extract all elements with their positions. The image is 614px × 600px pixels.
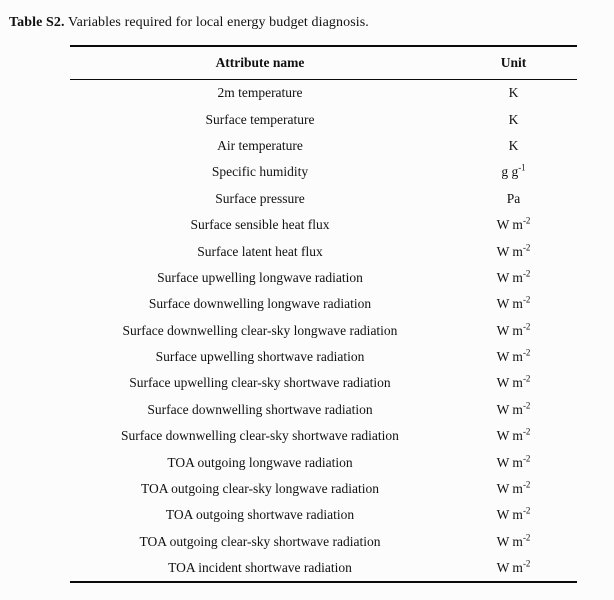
- unit-exponent: -2: [522, 505, 531, 516]
- unit-base: W m: [496, 217, 523, 233]
- table-body: [70, 80, 577, 581]
- attribute-name-cell: Surface downwelling shortwave radiation: [147, 401, 373, 417]
- unit-exponent: -2: [522, 215, 531, 226]
- unit-base: K: [508, 111, 519, 127]
- unit-exponent: -2: [522, 479, 531, 490]
- table-row: [70, 318, 577, 344]
- unit-cell: [450, 375, 577, 391]
- table-row: [70, 344, 577, 370]
- unit-exponent: -1: [518, 162, 526, 173]
- attribute-name-cell: 2m temperature: [217, 85, 303, 101]
- unit-cell: [450, 138, 577, 154]
- attribute-name-cell: TOA incident shortwave radiation: [168, 560, 352, 576]
- attribute-name-cell: Specific humidity: [211, 164, 309, 180]
- attribute-name-cell: Surface upwelling shortwave radiation: [155, 349, 365, 365]
- table-row: [70, 186, 577, 212]
- table-caption-label: Table S2.: [9, 15, 65, 30]
- unit-base: W m: [496, 375, 523, 391]
- unit-base: g g: [501, 164, 519, 180]
- unit-cell: [450, 534, 577, 550]
- unit-base: K: [508, 137, 519, 153]
- unit-base: W m: [496, 269, 523, 285]
- unit-base: W m: [496, 349, 523, 365]
- unit-base: K: [508, 85, 519, 101]
- unit-exponent: -2: [522, 400, 531, 411]
- attribute-name-cell: TOA outgoing longwave radiation: [167, 454, 353, 470]
- table-header-row: [70, 47, 577, 80]
- table-row: [70, 423, 577, 449]
- unit-cell: [450, 217, 577, 233]
- unit-cell: [450, 85, 577, 101]
- unit-cell: [450, 481, 577, 497]
- table-row: [70, 238, 577, 264]
- unit-exponent: -2: [522, 373, 531, 384]
- unit-exponent: -2: [522, 426, 531, 437]
- table-row: [70, 449, 577, 475]
- table-row: [70, 265, 577, 291]
- unit-cell: [450, 455, 577, 471]
- unit-cell: [450, 191, 577, 207]
- unit-base: W m: [496, 507, 523, 523]
- unit-exponent: -2: [522, 532, 531, 543]
- unit-cell: [450, 296, 577, 312]
- attribute-name-cell: TOA outgoing clear-sky longwave radiation: [141, 481, 379, 497]
- attribute-name-cell: Surface upwelling longwave radiation: [157, 269, 363, 285]
- unit-cell: [450, 164, 577, 180]
- attribute-name-cell: Surface upwelling clear-sky shortwave radiation: [129, 375, 391, 391]
- attribute-name-cell: TOA outgoing shortwave radiation: [165, 507, 355, 523]
- table-row: [70, 133, 577, 159]
- unit-cell: [450, 560, 577, 576]
- unit-base: W m: [496, 428, 523, 444]
- unit-base: W m: [496, 533, 523, 549]
- unit-base: Pa: [506, 190, 521, 206]
- unit-base: W m: [496, 296, 523, 312]
- table-caption-text: Variables required for local energy budget diagnosis.: [64, 15, 369, 30]
- unit-cell: [450, 402, 577, 418]
- unit-cell: [450, 112, 577, 128]
- attribute-name-cell: Surface downwelling clear-sky longwave radiation: [122, 322, 398, 338]
- unit-exponent: -2: [522, 268, 531, 279]
- unit-exponent: -2: [522, 453, 531, 464]
- column-header-attribute-name: Attribute name: [215, 55, 305, 70]
- unit-base: W m: [496, 243, 523, 259]
- attribute-name-cell: Air temperature: [217, 137, 303, 153]
- attribute-name-cell: Surface downwelling clear-sky shortwave radiation: [121, 428, 399, 444]
- table-row: [70, 106, 577, 132]
- table-row: [70, 212, 577, 238]
- unit-base: W m: [496, 322, 523, 338]
- attribute-name-cell: Surface latent heat flux: [197, 243, 323, 259]
- unit-cell: [450, 323, 577, 339]
- table-row: [70, 555, 577, 581]
- table-row: [70, 159, 577, 185]
- unit-exponent: -2: [522, 558, 531, 569]
- column-header-unit: Unit: [500, 55, 527, 70]
- unit-cell: [450, 270, 577, 286]
- unit-base: W m: [496, 401, 523, 417]
- attribute-name-cell: Surface downwelling longwave radiation: [148, 296, 372, 312]
- table-row: [70, 80, 577, 106]
- unit-exponent: -2: [522, 294, 531, 305]
- table-row: [70, 502, 577, 528]
- unit-exponent: -2: [522, 347, 531, 358]
- unit-cell: [450, 428, 577, 444]
- unit-exponent: -2: [522, 321, 531, 332]
- table-row: [70, 370, 577, 396]
- table-caption: [9, 15, 369, 31]
- table-row: [70, 529, 577, 555]
- unit-cell: [450, 244, 577, 260]
- attribute-name-cell: TOA outgoing clear-sky shortwave radiation: [139, 533, 381, 549]
- unit-exponent: -2: [522, 242, 531, 253]
- unit-base: W m: [496, 560, 523, 576]
- table-row: [70, 291, 577, 317]
- table-row: [70, 476, 577, 502]
- variables-table: [70, 45, 577, 583]
- unit-cell: [450, 349, 577, 365]
- attribute-name-cell: Surface sensible heat flux: [190, 217, 330, 233]
- attribute-name-cell: Surface temperature: [205, 111, 315, 127]
- attribute-name-cell: Surface pressure: [215, 190, 305, 206]
- unit-cell: [450, 507, 577, 523]
- table-row: [70, 397, 577, 423]
- unit-base: W m: [496, 481, 523, 497]
- unit-base: W m: [496, 454, 523, 470]
